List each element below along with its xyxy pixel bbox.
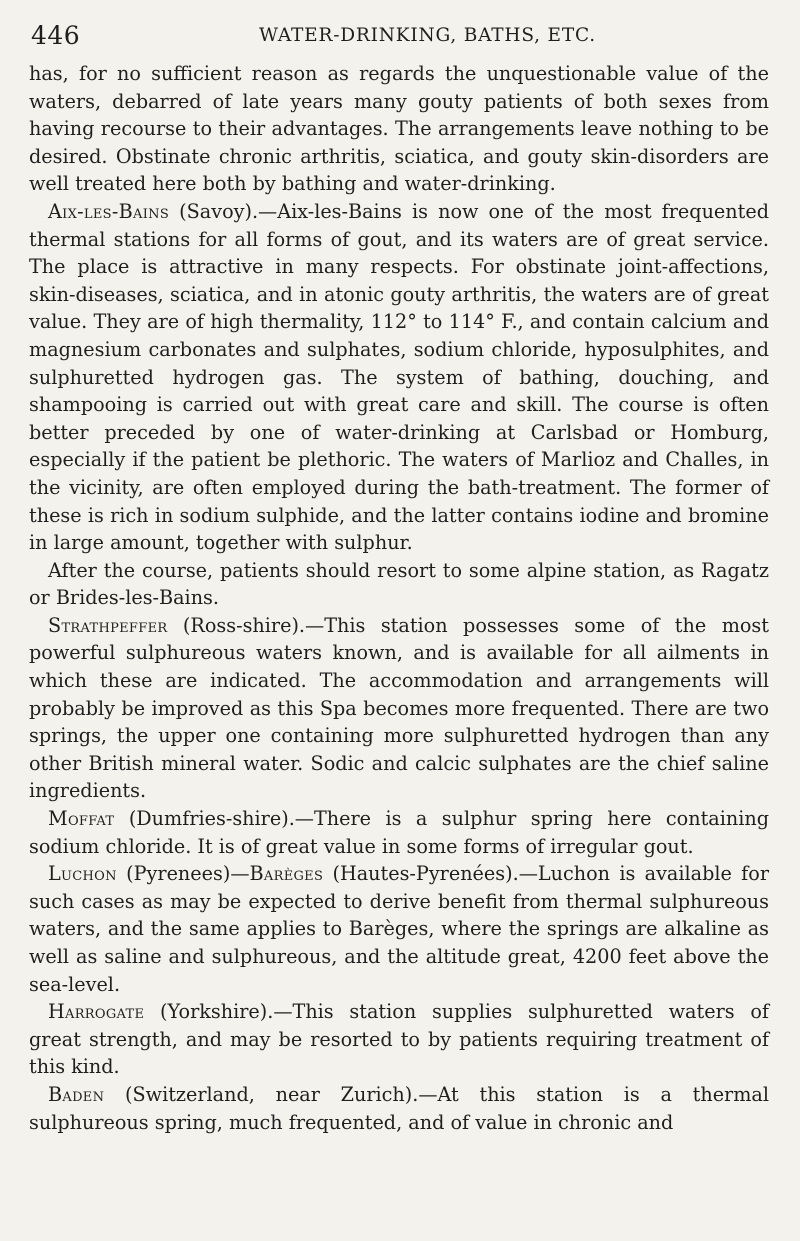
paragraph-text: (Yorkshire).—This station supplies sulphuretted waters of great strength, and may be resorted to by patients requiring treatment of this kind. [29,1000,769,1079]
place-heading: Strathpeffer [48,613,168,637]
place-heading: Harrogate [48,1000,145,1024]
paragraph-text: (Dumfries-shire).—There is a sulphur spring here containing sodium chloride. It is of great value in some forms of irregular gout. [29,807,769,858]
paragraph-luchon-bareges [29,860,769,998]
paragraph-text: After the course, patients should resort to some alpine station, as Ragatz or Brides-les-Bains. [29,558,769,610]
place-heading: Luchon [48,862,117,886]
paragraph-after-course [29,557,769,612]
paragraph-text: (Ross-shire).—This station possesses some of the most powerful sulphureous waters known, and is available for all ailments in which these are indicated. The accommodation and arrangements will probably be improved as this Spa becomes more frequented. There are two springs, the upper one containing more sulphuretted hydrogen than any other British mineral water. Sodic and calcic sulphates are the chief saline ingredients. [29,613,769,803]
paragraph-text: (Savoy).—Aix-les-Bains is now one of the most frequented thermal stations for all forms of gout, and its waters are of great service. The place is attractive in many respects. For obstinate joint-affections, skin-diseases, sciatica, and in atonic gouty arthritis, the waters are of great value. They are of high thermality, 112° to 114° F., and contain calcium and magnesium carbonates and sulphates, sodium chloride, hyposulphites, and sulphuretted hydrogen gas. The system of bathing, douching, and shampooing is carried out with great care and skill. The course is often better preceded by one of water-drinking at Carlsbad or Homburg, especially if the patient be plethoric. The waters of Marlioz and Challes, in the vicinity, are often employed during the bath-treatment. The former of these is rich in sodium sulphide, and the latter contains iodine and bromine in large amount, together with sulphur. [29,199,769,555]
running-head: WATER-DRINKING, BATHS, ETC. [259,25,596,46]
paragraph-aix-les-bains [29,198,769,557]
paragraph-continuation [29,60,769,198]
place-heading: Aix-les-Bains [48,199,170,223]
place-heading: Barèges [249,862,324,886]
place-heading: Moffat [48,807,115,831]
paragraph-strathpeffer [29,612,769,805]
paragraph-text: (Pyrenees)— [116,862,250,886]
body-text [29,60,769,1136]
paragraph-text: (Switzerland, near Zurich).—At this station is a thermal sulphureous spring, much frequented, and of value in chronic and [29,1082,769,1134]
paragraph-harrogate [29,998,769,1081]
paragraph-baden [29,1081,769,1136]
place-heading: Baden [48,1082,105,1106]
page-header [0,18,800,54]
paragraph-moffat [29,805,769,860]
paragraph-text: has, for no sufficient reason as regards the unquestionable value of the waters, debarred of late years many gouty patients of both sexes from having recourse to their advantages. The arrangements leave nothing to be desired. Obstinate chronic arthritis, sciatica, and gouty skin-disorders are well treated here both by bathing and water-drinking. [29,62,769,196]
page-number: 446 [31,21,81,50]
paragraph-text: (Hautes-Pyrenées).—Luchon is available for such cases as may be expected to derive benefit from thermal sulphureous waters, and the same applies to Barèges, where the springs are alkaline as well as saline and sulphureous, and the altitude great, 4200 feet above the sea-level. [29,862,769,996]
